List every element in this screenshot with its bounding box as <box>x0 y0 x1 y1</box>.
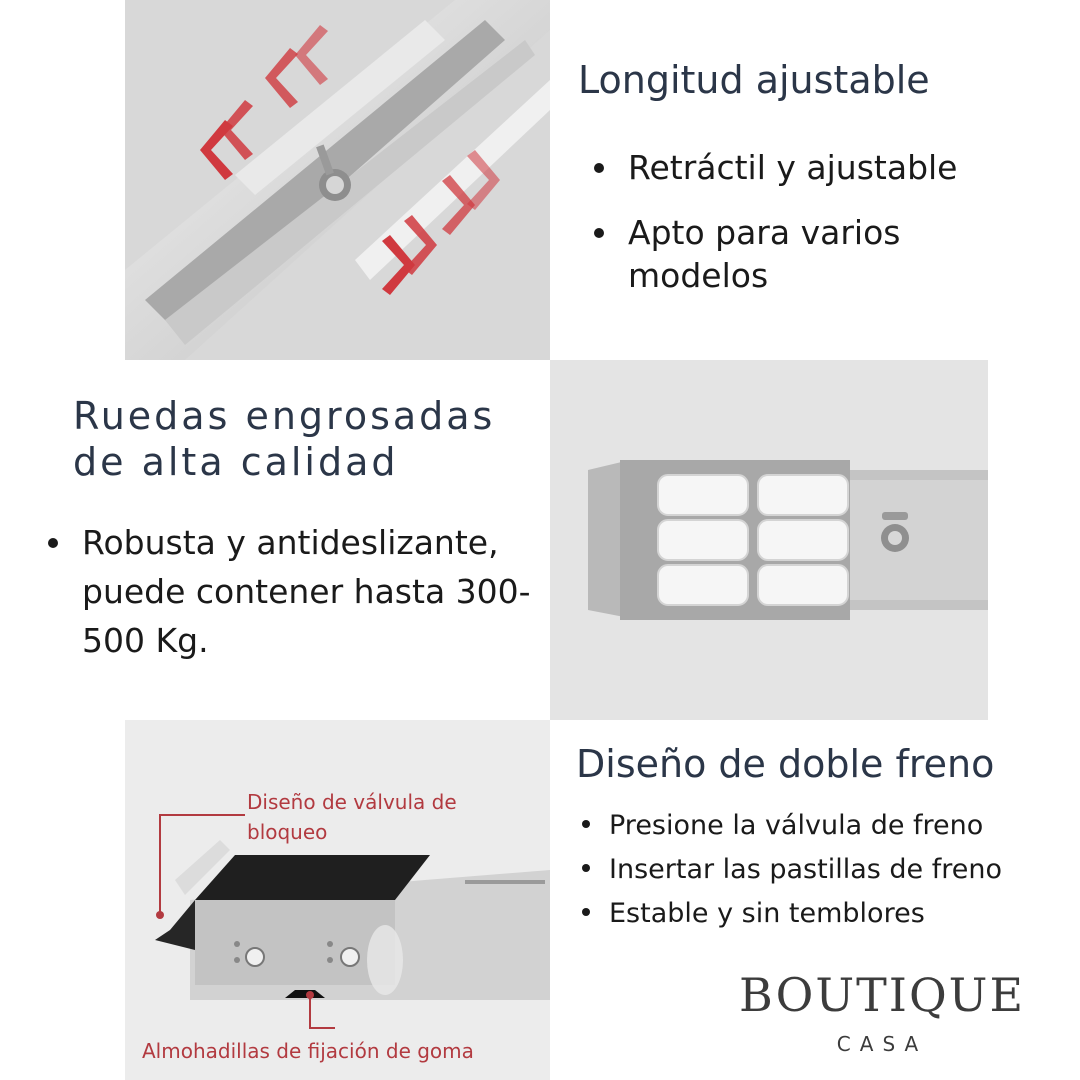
double-brake-title: Diseño de doble freno <box>576 742 995 786</box>
adjustable-length-title: Longitud ajustable <box>578 58 930 102</box>
lock-valve-callout: Diseño de válvula de bloqueo <box>247 790 457 844</box>
boutique-casa-logo <box>712 968 1052 1068</box>
rubber-pads-callout: Almohadillas de fijación de goma <box>142 1039 474 1063</box>
adjustable-length-photo <box>125 0 550 360</box>
logo-wordmark: BOUTIQUE <box>738 968 1026 1022</box>
list-item: Presione la válvula de freno <box>582 804 1072 848</box>
adjustable-length-list <box>594 146 1034 319</box>
list-item: Robusta y antideslizante, puede contener hasta 300-500 Kg. <box>48 518 558 665</box>
thick-wheels-list <box>48 518 558 665</box>
wheels-photo <box>550 360 988 720</box>
double-brake-list <box>582 804 1072 936</box>
logo-subtitle: CASA <box>836 1032 928 1056</box>
list-item: Estable y sin temblores <box>582 892 1072 936</box>
list-item: Retráctil y ajustable <box>594 146 1034 189</box>
list-item: Insertar las pastillas de freno <box>582 848 1072 892</box>
list-item: Apto para varios modelos <box>594 211 1034 297</box>
brake-photo <box>125 720 550 1080</box>
thick-wheels-title: Ruedas engrosadas de alta calidad <box>73 394 496 484</box>
